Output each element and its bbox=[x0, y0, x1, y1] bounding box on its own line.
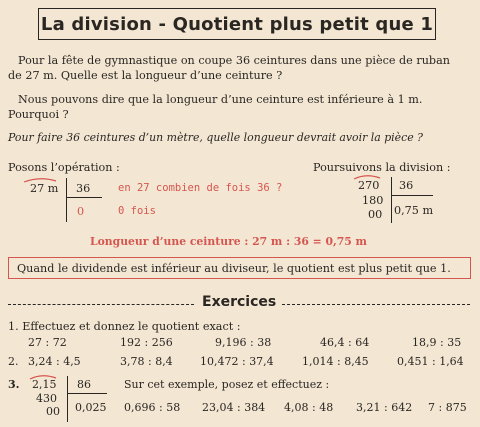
right-divisor: 36 bbox=[399, 179, 414, 192]
left-divisor: 36 bbox=[76, 182, 91, 195]
exercise-2-item: 3,24 : 4,5 bbox=[28, 355, 81, 368]
question-line-1: Nous pouvons dire que la longueur d’une ceinture est inférieure à 1 m. bbox=[18, 93, 423, 106]
right-op-heading: Poursuivons la division : bbox=[313, 161, 451, 174]
exercises-rule-right bbox=[282, 304, 470, 305]
title-box bbox=[38, 8, 436, 40]
right-quotient: 0,75 m bbox=[394, 204, 434, 217]
rule-text: Quand le dividende est inférieur au diviseur, le quotient est plus petit que 1. bbox=[17, 261, 451, 275]
ex3-division-hline bbox=[67, 393, 107, 394]
result-line: Longueur d’une ceinture : 27 m : 36 = 0,75 m bbox=[90, 235, 367, 248]
question-line-2: Pourquoi ? bbox=[8, 108, 69, 121]
left-remainder: 0 bbox=[77, 205, 85, 218]
right-step-2: 00 bbox=[368, 208, 383, 221]
exercise-1-item: 192 : 256 bbox=[120, 336, 173, 349]
left-op-heading: Posons l’opération : bbox=[8, 161, 120, 174]
exercise-1-item: 46,4 : 64 bbox=[320, 336, 370, 349]
ex3-quotient: 0,025 bbox=[75, 401, 107, 414]
exercises-rule-left bbox=[8, 304, 194, 305]
exercise-1-label: 1. Effectuez et donnez le quotient exact : bbox=[8, 320, 241, 333]
problem-line-2: de 27 m. Quelle est la longueur d’une ceinture ? bbox=[8, 69, 283, 82]
exercise-3-item: 3,21 : 642 bbox=[356, 401, 413, 414]
exercises-title: Exercices bbox=[202, 294, 277, 310]
ex3-step-1: 430 bbox=[36, 392, 57, 405]
rule-box bbox=[8, 257, 471, 279]
left-answer: 0 fois bbox=[118, 205, 156, 217]
left-prompt: en 27 combien de fois 36 ? bbox=[118, 182, 283, 194]
right-step-1: 180 bbox=[362, 194, 384, 207]
exercise-2-item: 1,014 : 8,45 bbox=[302, 355, 369, 368]
exercise-2-label: 2. bbox=[8, 355, 19, 368]
exercise-2-item: 10,472 : 37,4 bbox=[200, 355, 274, 368]
exercise-3-label: 3. bbox=[8, 378, 20, 391]
italic-question: Pour faire 36 ceintures d’un mètre, quelle longueur devrait avoir la pièce ? bbox=[8, 131, 423, 144]
left-division-hline bbox=[66, 197, 102, 198]
exercise-2-item: 3,78 : 8,4 bbox=[120, 355, 173, 368]
left-division-vline bbox=[66, 178, 67, 222]
right-dividend: 270 bbox=[358, 179, 380, 192]
exercise-3-item: 0,696 : 58 bbox=[124, 401, 181, 414]
right-division-hline bbox=[391, 195, 433, 196]
ex3-divisor: 86 bbox=[77, 378, 91, 391]
ex3-step-2: 00 bbox=[46, 405, 60, 418]
exercise-3-item: 23,04 : 384 bbox=[202, 401, 266, 414]
problem-line-1: Pour la fête de gymnastique on coupe 36 ceintures dans une pièce de ruban bbox=[18, 54, 450, 67]
exercise-2-item: 0,451 : 1,64 bbox=[397, 355, 464, 368]
exercise-1-item: 27 : 72 bbox=[28, 336, 67, 349]
ex3-division-vline bbox=[67, 376, 68, 422]
exercise-3-item: 7 : 875 bbox=[428, 401, 467, 414]
ex3-dividend: 2,15 bbox=[32, 378, 57, 391]
exercise-3-item: 4,08 : 48 bbox=[284, 401, 334, 414]
left-dividend: 27 m bbox=[30, 182, 59, 195]
ex3-instruction: Sur cet exemple, posez et effectuez : bbox=[124, 378, 330, 391]
page-title: La division - Quotient plus petit que 1 bbox=[40, 13, 434, 35]
exercise-1-item: 18,9 : 35 bbox=[412, 336, 462, 349]
exercise-1-item: 9,196 : 38 bbox=[215, 336, 272, 349]
right-division-vline bbox=[391, 177, 392, 223]
